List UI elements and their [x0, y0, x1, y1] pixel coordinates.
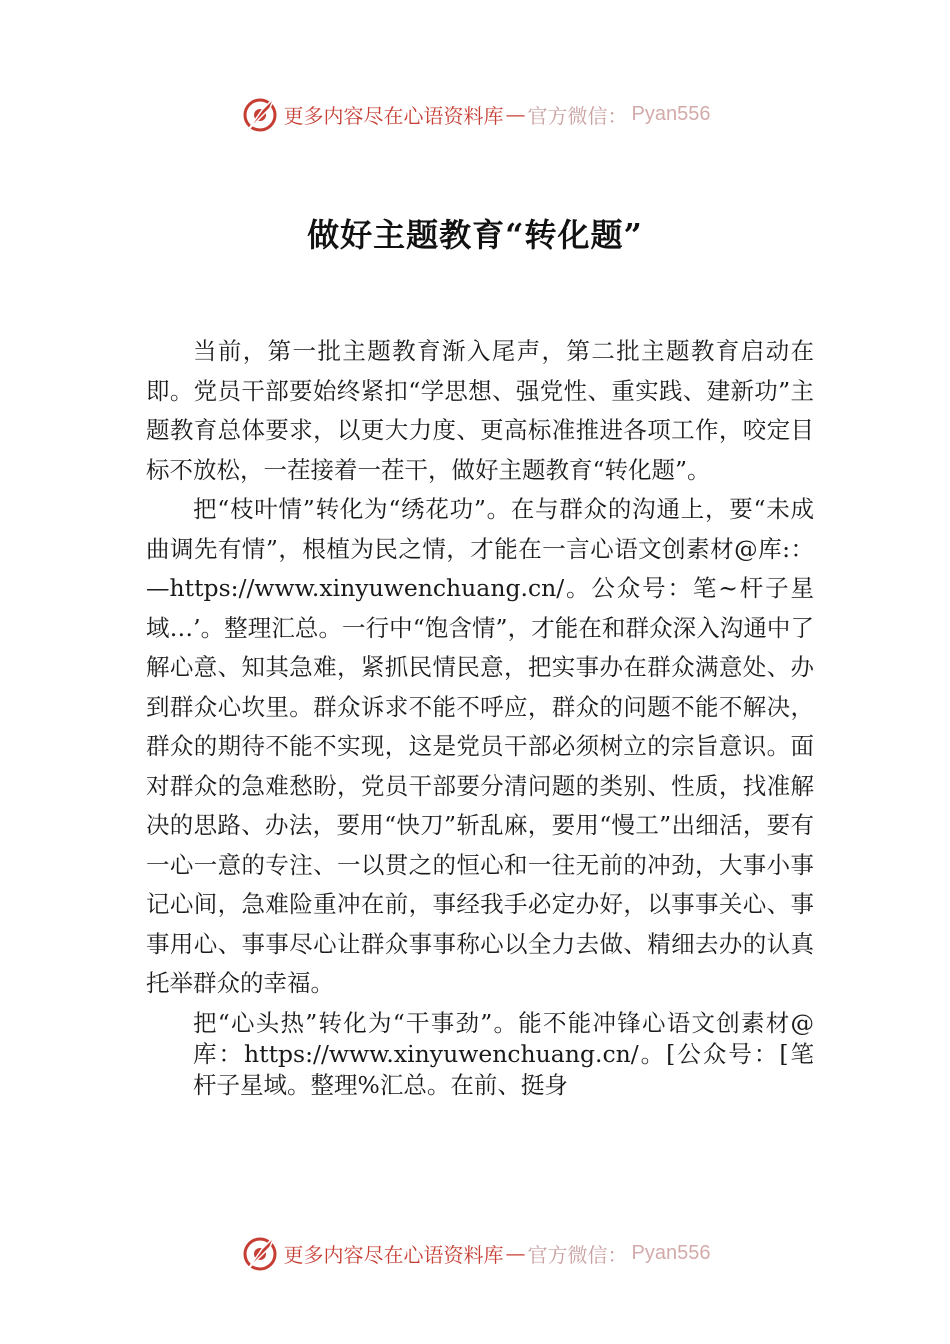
- watermark-text: 更多内容尽在心语资料库: [283, 103, 504, 128]
- quill-logo-icon: [240, 94, 280, 134]
- watermark-label: 官方微信：: [527, 1242, 628, 1267]
- watermark-separator: —: [505, 1241, 526, 1265]
- watermark-separator: —: [505, 102, 526, 126]
- watermark-id: Pyan556: [631, 1241, 711, 1264]
- header-watermark: [0, 92, 950, 136]
- watermark-label: 官方微信：: [527, 103, 628, 128]
- watermark-id: Pyan556: [631, 102, 711, 125]
- quill-logo-icon: [240, 1233, 280, 1273]
- document-title: 做好主题教育“转化题”: [307, 216, 643, 254]
- footer-watermark: [0, 1231, 950, 1275]
- paragraph-2: 把“枝叶情”转化为“绣花功”。在与群众的沟通上，要“未成曲调先有情”，根植为民之情，才能在一言心语文创素材@库:：—https://www.xinyuwenchuang.cn/。公众号：笔~杆子星域…’。整理汇总。一行中“饱含情”，才能在和群众深入沟通中了解心意、知其急难，紧抓民情民意，把实事办在群众满意处、办到群众心坎里。群众诉求不能不呼应，群众的问题不能不解决，群众的期待不能不实现，这是党员干部必须树立的宗旨意识。面对群众的急难愁盼，党员干部要分清问题的类别、性质，找准解决的思路、办法，要用“快刀”斩乱麻，要用“慢工”出细活，要有一心一意的专注、一以贯之的恒心和一往无前的冲劲，大事小事记心间，急难险重冲在前，事经我手必定办好，以事事关心、事事用心、事事尽心让群众事事称心以全力去做、精细去办的认真托举群众的幸福。: [146, 495, 814, 997]
- paragraph-3: 把“心头热”转化为“干事劲”。能不能冲锋心语文创素材@库：https://www.xinyuwenchuang.cn/。[公众号：[笔杆子星域。整理%汇总。在前、挺身: [193, 1008, 814, 1099]
- document-body: [146, 332, 814, 1101]
- watermark-text: 更多内容尽在心语资料库: [283, 1242, 504, 1267]
- paragraph-1: 当前，第一批主题教育渐入尾声，第二批主题教育启动在即。党员干部要始终紧扣“学思想、强党性、重实践、建新功”主题教育总体要求，以更大力度、更高标准推进各项工作，咬定目标不放松，一茬接着一茬干，做好主题教育“转化题”。: [146, 337, 814, 484]
